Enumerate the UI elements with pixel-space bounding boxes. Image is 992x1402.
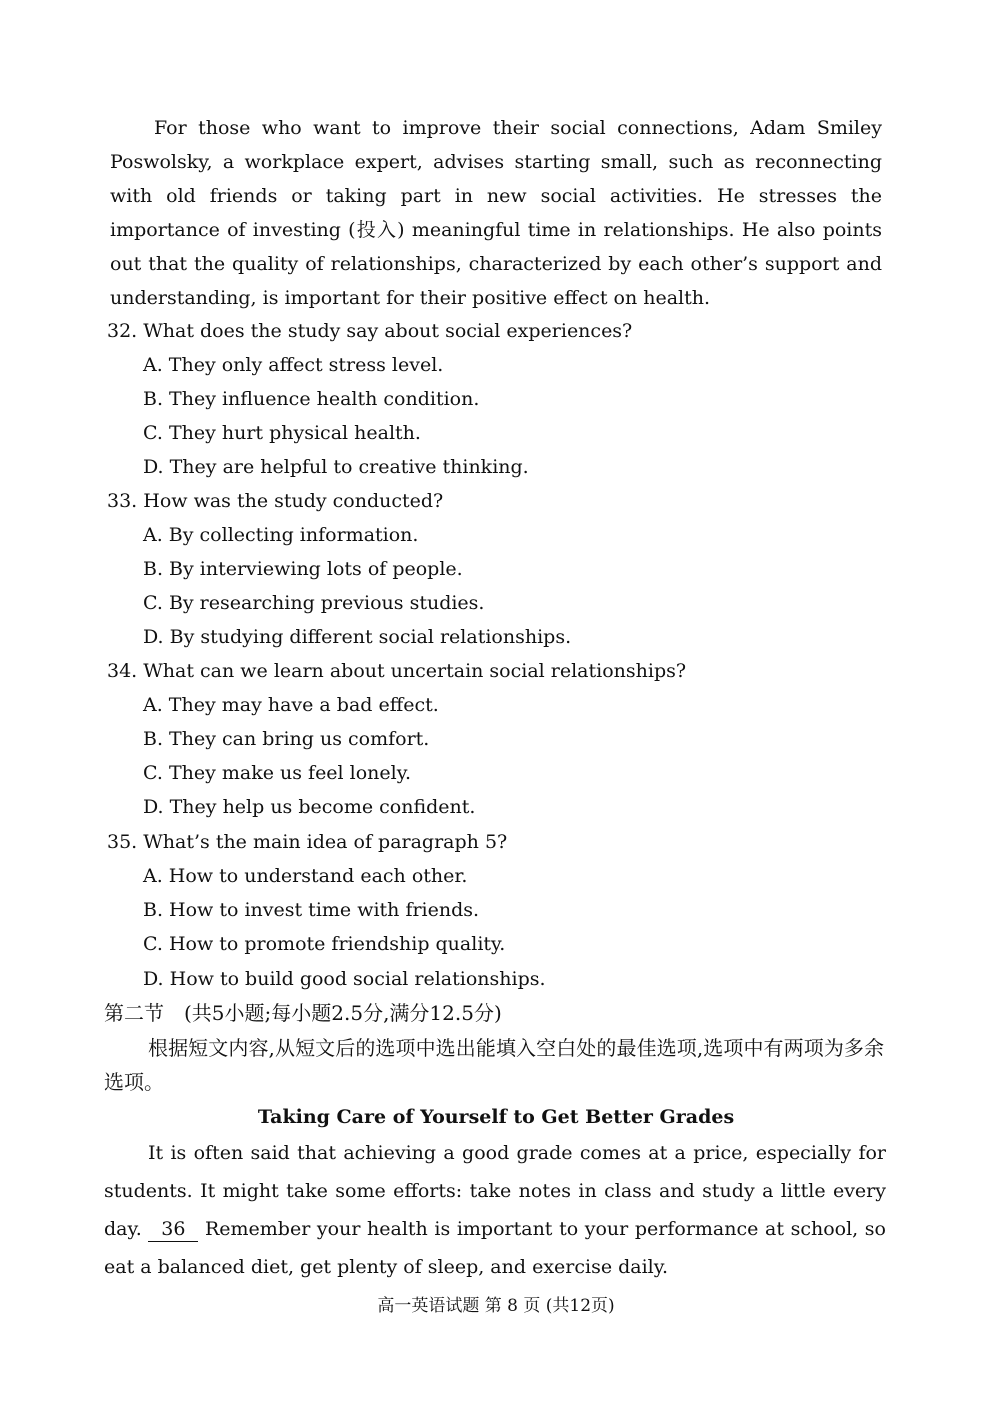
question-35-option-d: D. How to build good social relationships. — [143, 968, 546, 990]
section-heading: 第二节 (共5小题;每小题2.5分,满分12.5分) — [104, 1001, 502, 1025]
passage-text-before-blank: It is often said that achieving a good grade comes at a price, especially for students. It might take some efforts: take notes in class and study a little every day. — [104, 1142, 886, 1240]
question-35-option-a: A. How to understand each other. — [143, 865, 468, 887]
page-footer: 高一英语试题 第 8 页 (共12页) — [377, 1296, 615, 1316]
question-35-stem: 35. What’s the main idea of paragraph 5? — [107, 831, 508, 853]
question-32-option-a: A. They only affect stress level. — [143, 354, 444, 376]
passage-text-after-blank: Remember your health is important to your performance at school, so eat a balanced diet, get plenty of sleep, and exercise daily. — [104, 1218, 886, 1278]
question-34-option-c: C. They make us feel lonely. — [143, 762, 411, 784]
question-33-stem: 33. How was the study conducted? — [107, 490, 444, 512]
question-34-option-b: B. They can bring us comfort. — [143, 728, 430, 750]
passage-title: Taking Care of Yourself to Get Better Grades — [257, 1106, 735, 1128]
question-32-option-b: B. They influence health condition. — [143, 388, 480, 410]
question-33-option-a: A. By collecting information. — [143, 524, 419, 546]
question-32-stem: 32. What does the study say about social experiences? — [107, 320, 633, 342]
passage-paragraph — [104, 1134, 886, 1286]
question-33-option-b: B. By interviewing lots of people. — [143, 558, 463, 580]
question-34-option-d: D. They help us become confident. — [143, 796, 476, 818]
question-35-option-b: B. How to invest time with friends. — [143, 899, 480, 921]
question-34-option-a: A. They may have a bad effect. — [143, 694, 439, 716]
question-35-option-c: C. How to promote friendship quality. — [143, 933, 506, 955]
question-32-option-d: D. They are helpful to creative thinking. — [143, 456, 529, 478]
question-33-option-c: C. By researching previous studies. — [143, 592, 485, 614]
question-32-option-c: C. They hurt physical health. — [143, 422, 421, 444]
intro-paragraph: For those who want to improve their social connections, Adam Smiley Poswolsky, a workplace expert, advises starting small, such as reconnecting with old friends or taking part in new social activities. He stresses the importance of investing (投入) meaningful time in relationships. He also points out that the quality of relationships, characterized by each other’s support and understanding, is important for their positive effect on health. — [110, 117, 882, 309]
question-34-stem: 34. What can we learn about uncertain social relationships? — [107, 660, 687, 682]
section-instruction: 根据短文内容,从短文后的选项中选出能填入空白处的最佳选项,选项中有两项为多余选项。 — [104, 1036, 884, 1094]
question-33-option-d: D. By studying different social relationships. — [143, 626, 572, 648]
blank-36[interactable]: 36 — [148, 1217, 198, 1242]
